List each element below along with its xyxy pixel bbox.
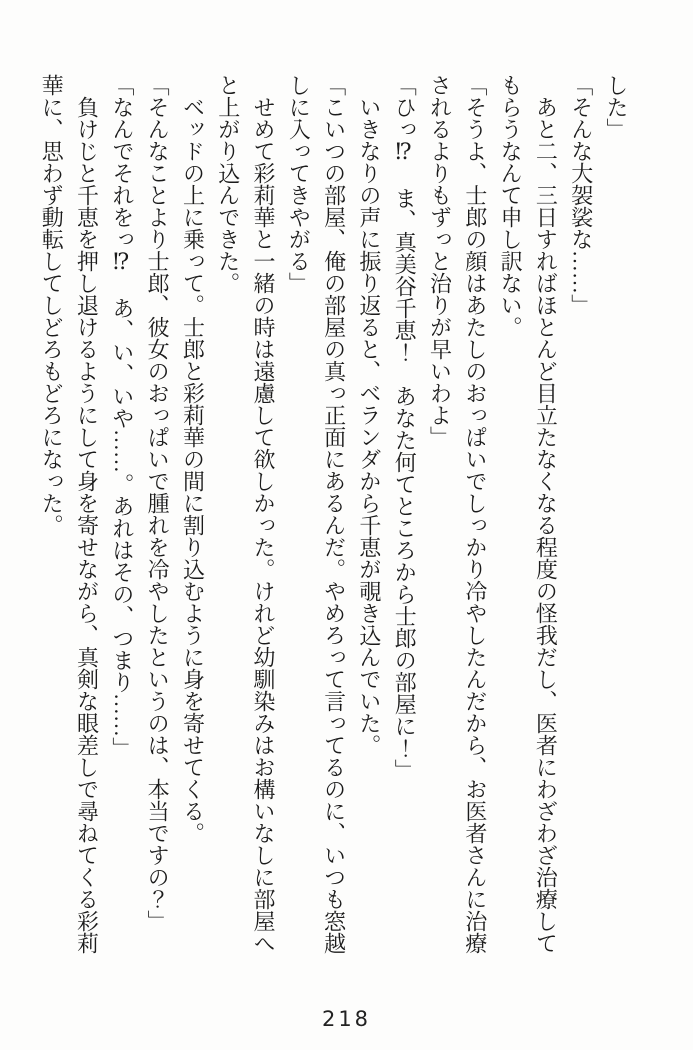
page-number: 218 [321, 1007, 372, 1031]
text-line: した」 [604, 74, 629, 140]
text-line: 「ひっ⁉ ま、真美谷千恵！ あなた何てところから士郎の部屋に！」 [392, 74, 418, 781]
text-line: 「なんでそれをっ⁉ あ、い、いや……。あれはその、つまり……」 [109, 74, 135, 759]
text-line: 「そんな大袈裟な……」 [568, 74, 594, 316]
text-line: されるよりもずっと治りが早いわよ」 [427, 74, 453, 448]
text-line: いきなりの声に振り返ると、ベランダから千恵が覗き込んでいた。 [356, 74, 382, 756]
text-line: ベッドの上に乗って。士郎と彩莉華の間に割り込むように身を寄せてくる。 [180, 74, 206, 844]
text-line: と上がり込んできた。 [215, 74, 241, 294]
vertical-text-block [33, 74, 634, 962]
text-line: もらうなんて申し訳ない。 [498, 74, 524, 338]
text-line: 「そうよ、士郎の顔はあたしのおっぱいでしっかり冷やしたんだから、お医者さんに治療 [462, 74, 488, 954]
text-line: しに入ってきやがる」 [286, 74, 312, 294]
text-line: 負けじと千恵を押し退けるようにして身を寄せながら、真剣な眼差しで尋ねてくる彩莉 [74, 74, 100, 954]
text-line: 「こいつの部屋、俺の部屋の真っ正面にあるんだ。やめろって言ってるのに、いつも窓越 [321, 74, 347, 954]
text-line: あと二、三日すればほとんど目立たなくなる程度の怪我だし、医者にわざわざ治療して [533, 74, 559, 954]
text-line: 華に、思わず動転してしどろもどろになった。 [39, 74, 65, 536]
text-line: せめて彩莉華と一緒の時は遠慮して欲しかった。けれど幼馴染みはお構いなしに部屋へ [251, 74, 277, 954]
text-line: 「そんなことより士郎、彼女のおっぱいで腫れを冷やしたというのは、本当ですの？」 [145, 74, 171, 932]
